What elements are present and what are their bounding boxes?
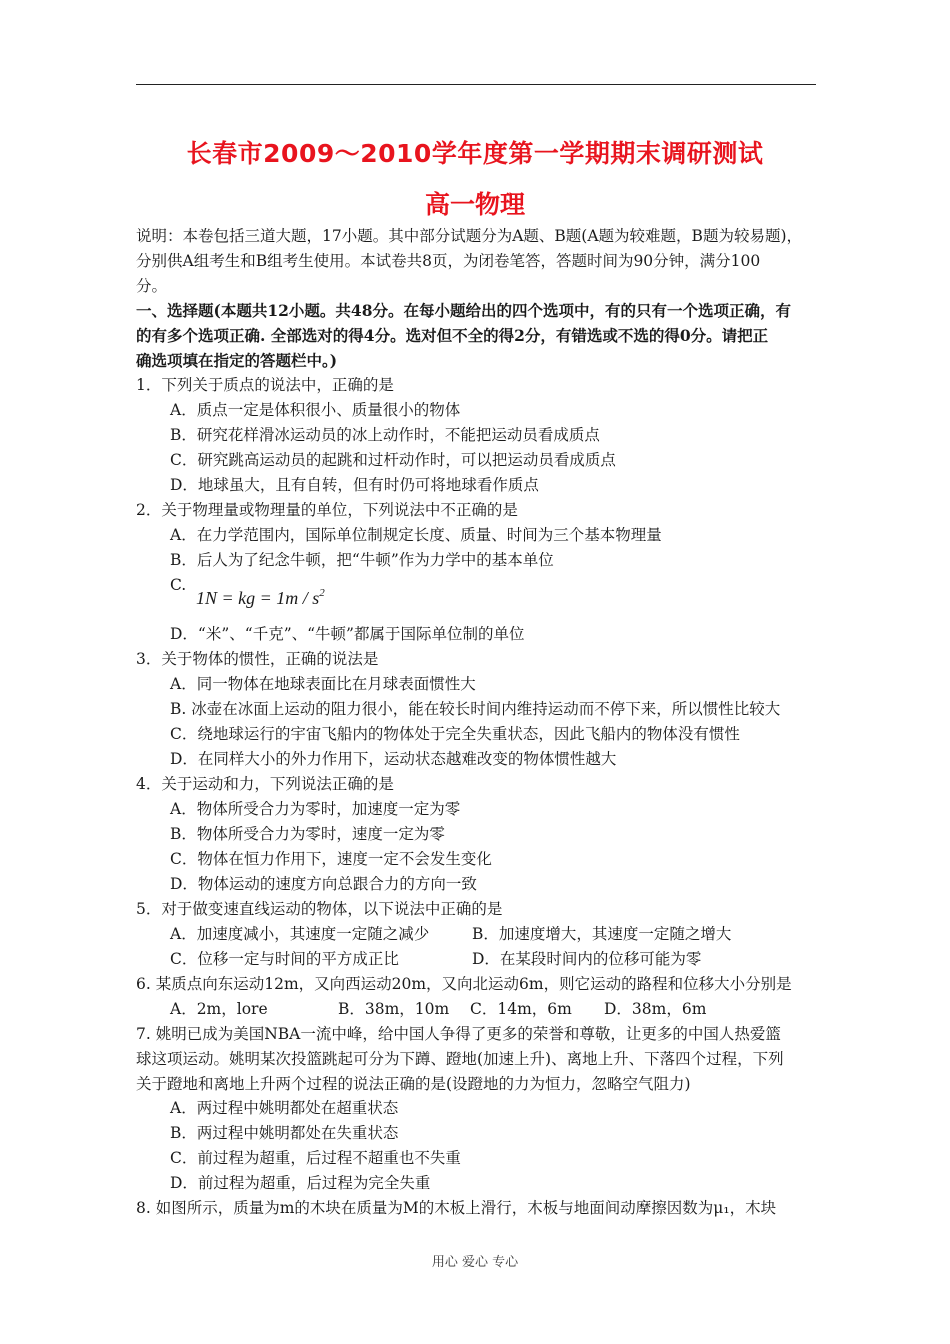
option: D．前过程为超重，后过程为完全失重 xyxy=(170,1174,431,1192)
intro-line: 分。 xyxy=(136,277,168,295)
option: C．14m，6m xyxy=(470,1000,572,1018)
question-stem: 5．对于做变速直线运动的物体，以下说法中正确的是 xyxy=(136,900,503,918)
option: C．前过程为超重，后过程不超重也不失重 xyxy=(170,1149,461,1167)
option: B．加速度增大，其速度一定随之增大 xyxy=(472,925,732,943)
question-stem: 2．关于物理量或物理量的单位，下列说法中不正确的是 xyxy=(136,501,518,519)
option: B．38m，10m xyxy=(338,1000,450,1018)
option: C. xyxy=(170,576,187,594)
option: D．38m，6m xyxy=(604,1000,707,1018)
question-stem: 1．下列关于质点的说法中，正确的是 xyxy=(136,376,394,394)
page-footer: 用心 爱心 专心 xyxy=(431,1255,519,1270)
option: B．研究花样滑冰运动员的冰上动作时，不能把运动员看成质点 xyxy=(170,426,600,444)
intro-line: 分别供A组考生和B组考生使用。本试卷共8页，为闭卷笔答，答题时间为90分钟，满分100 xyxy=(136,252,761,270)
section-heading: 确选项填在指定的答题栏中。) xyxy=(136,351,338,370)
option: C．绕地球运行的宇宙飞船内的物体处于完全失重状态，因此飞船内的物体没有惯性 xyxy=(170,725,740,743)
option: A．加速度减小，其速度一定随之减少 xyxy=(170,925,430,943)
question-stem: 4．关于运动和力，下列说法正确的是 xyxy=(136,775,394,793)
option: C．研究跳高运动员的起跳和过杆动作时，可以把运动员看成质点 xyxy=(170,451,616,469)
question-stem: 8. 如图所示，质量为m的木块在质量为M的木板上滑行，木板与地面间动摩擦因数为μ₁，木块 xyxy=(136,1199,777,1217)
option: B．后人为了纪念牛顿，把“牛顿”作为力学中的基本单位 xyxy=(170,551,554,569)
option: D．地球虽大，且有自转，但有时仍可将地球看作质点 xyxy=(170,476,539,494)
option: A．质点一定是体积很小、质量很小的物体 xyxy=(170,401,461,419)
option: A．同一物体在地球表面比在月球表面惯性大 xyxy=(170,675,476,693)
unit-formula: 1N = kg = $1m / s^2$ xyxy=(196,587,325,608)
option: A．两过程中姚明都处在超重状态 xyxy=(170,1099,399,1117)
option: D．物体运动的速度方向总跟合力的方向一致 xyxy=(170,875,477,893)
option: A．2m，lore xyxy=(170,1000,268,1018)
page-title: 长春市2009～2010学年度第一学期期末调研测试 xyxy=(186,139,764,168)
section-heading: 的有多个选项正确. 全部选对的得4分。选对但不全的得2分，有错选或不选的得0分。请把正 xyxy=(136,326,769,345)
option: D．“米”、“千克”、“牛顿”都属于国际单位制的单位 xyxy=(170,625,525,643)
question-stem: 关于蹬地和离地上升两个过程的说法正确的是(设蹬地的力为恒力，忽略空气阻力) xyxy=(136,1075,691,1093)
section-heading: 一、选择题(本题共12小题。共48分。在每小题给出的四个选项中，有的只有一个选项正确，有 xyxy=(136,301,791,320)
option: B．物体所受合力为零时，速度一定为零 xyxy=(170,825,445,843)
option: A．物体所受合力为零时，加速度一定为零 xyxy=(170,800,461,818)
option: C．物体在恒力作用下，速度一定不会发生变化 xyxy=(170,850,492,868)
option: D．在同样大小的外力作用下，运动状态越难改变的物体惯性越大 xyxy=(170,750,617,768)
option: D．在某段时间内的位移可能为零 xyxy=(472,950,702,968)
option: C．位移一定与时间的平方成正比 xyxy=(170,950,399,968)
option: B. 冰壶在冰面上运动的阻力很小，能在较长时间内维持运动而不停下来，所以惯性比较大 xyxy=(170,700,781,718)
question-stem: 6. 某质点向东运动12m，又向西运动20m，又向北运动6m，则它运动的路程和位移大小分别是 xyxy=(136,975,792,993)
option: B．两过程中姚明都处在失重状态 xyxy=(170,1124,399,1142)
header-rule xyxy=(136,84,816,85)
intro-line: 说明：本卷包括三道大题，17小题。其中部分试题分为A题、B题(A题为较难题，B题为较易题)， xyxy=(136,227,802,245)
question-stem: 3．关于物体的惯性，正确的说法是 xyxy=(136,650,379,668)
question-stem: 7. 姚明已成为美国NBA一流中峰，给中国人争得了更多的荣誉和尊敬，让更多的中国人热爱篮 xyxy=(136,1025,781,1043)
question-stem: 球这项运动。姚明某次投篮跳起可分为下蹲、蹬地(加速上升)、离地上升、下落四个过程，下列 xyxy=(136,1050,784,1068)
option: A．在力学范围内，国际单位制规定长度、质量、时间为三个基本物理量 xyxy=(170,526,662,544)
page-subtitle: 高一物理 xyxy=(424,190,525,219)
